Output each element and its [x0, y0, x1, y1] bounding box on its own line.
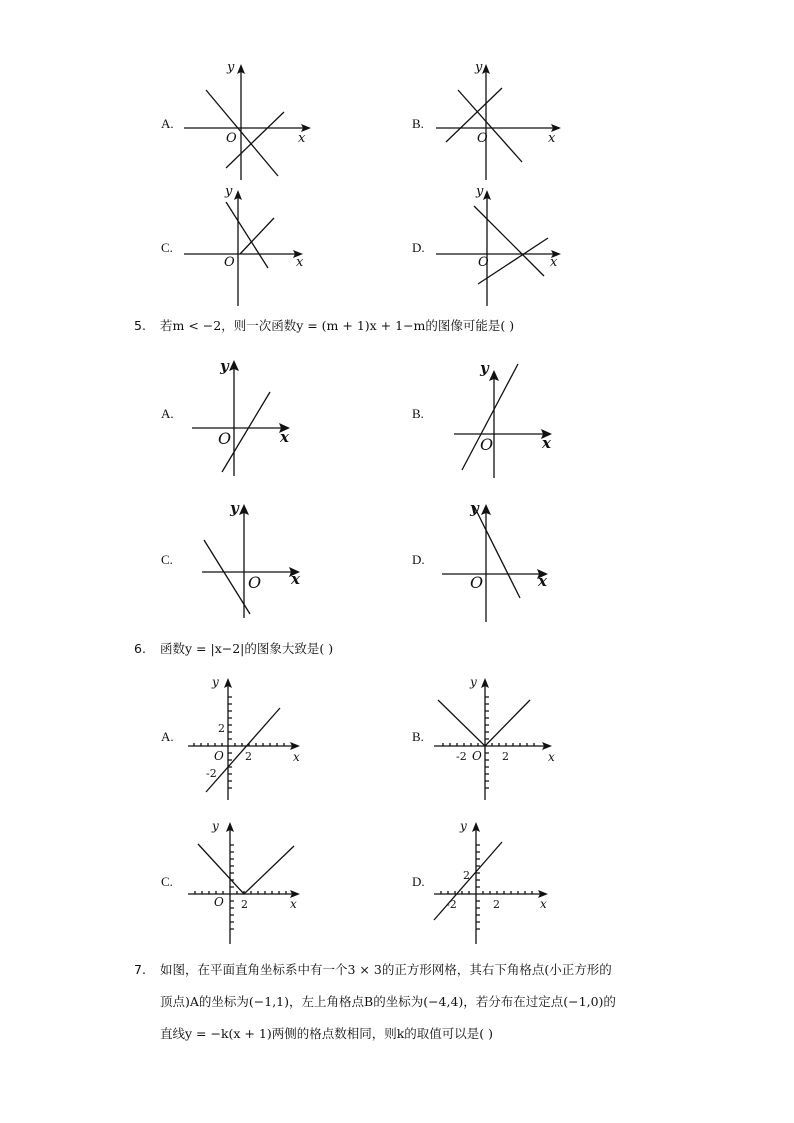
q5-graph-d: [438, 496, 558, 626]
question-6-text: 函数y = |x−2|的图象大致是( ): [160, 641, 334, 656]
origin-label: O: [472, 749, 482, 763]
origin-label: O: [470, 573, 484, 592]
q4-graph-a: [178, 58, 318, 184]
question-7-line-2: 顶点)A的坐标为(−1,1)，左上角格点B的坐标为(−4,4)，若分布在过定点(−1,0)的: [160, 994, 616, 1009]
y-axis-label: y: [470, 675, 477, 689]
line-decreasing: [204, 540, 250, 614]
y-axis-label: y: [230, 499, 239, 517]
origin-label: O: [218, 429, 232, 448]
x-tick-label-neg2: -2: [456, 750, 467, 763]
x-axis-label: x: [293, 750, 300, 764]
q4-option-b-label[interactable]: B.: [412, 116, 424, 131]
x-tick-label-2: 2: [493, 898, 500, 911]
y-axis-label: y: [212, 819, 219, 833]
x-axis-label: x: [550, 255, 558, 270]
x-tick-label-2: 2: [502, 750, 509, 763]
q5-option-a-label[interactable]: A.: [161, 406, 174, 421]
graph-v-shape: [438, 700, 530, 746]
question-5-number: 5.: [134, 318, 146, 333]
question-7-line-3: 直线y = −k(x + 1)两侧的格点数相同，则k的取值可以是( ): [160, 1026, 494, 1041]
line-increasing: [446, 88, 502, 142]
origin-label: O: [478, 255, 489, 270]
q6-graph-c: [184, 816, 310, 948]
y-axis-label: y: [476, 184, 484, 199]
question-7-number: 7.: [134, 962, 146, 977]
line-decreasing: [206, 90, 278, 176]
x-axis-label: x: [280, 428, 289, 446]
q5-option-d-label[interactable]: D.: [412, 552, 425, 567]
q6-option-c-label[interactable]: C.: [161, 874, 173, 889]
q5-graph-a: [186, 352, 306, 484]
x-axis-label: x: [538, 572, 547, 590]
x-axis-label: x: [296, 255, 304, 270]
q5-option-b-label[interactable]: B.: [412, 406, 424, 421]
q6-option-a-label[interactable]: A.: [161, 729, 174, 744]
line-decreasing: [458, 90, 522, 162]
origin-label: O: [226, 131, 237, 146]
y-axis-label: y: [227, 60, 235, 75]
q6-option-d-label[interactable]: D.: [412, 874, 425, 889]
x-axis-label: x: [540, 897, 547, 911]
x-axis-label: x: [542, 434, 551, 452]
x-tick-label-2: 2: [241, 898, 248, 911]
x-axis-label: x: [298, 131, 306, 146]
x-axis-label: x: [290, 897, 297, 911]
q4-option-c-label[interactable]: C.: [161, 240, 173, 255]
line-increasing: [240, 218, 274, 254]
x-tick-label-neg2: -2: [446, 898, 457, 911]
question-5-text: 若m < −2，则一次函数y = (m + 1)x + 1−m的图像可能是( ): [160, 318, 515, 333]
origin-label: O: [480, 435, 494, 454]
question-6-number: 6.: [134, 641, 146, 656]
q6-option-b-label[interactable]: B.: [412, 729, 424, 744]
graph-v-shape: [198, 844, 294, 894]
y-tick-label-neg2: -2: [206, 767, 217, 780]
q4-graph-c: [178, 184, 318, 310]
y-tick-label-2: 2: [218, 722, 225, 735]
origin-label: O: [477, 131, 488, 146]
q4-graph-d: [430, 184, 570, 310]
x-axis-label: x: [291, 570, 300, 588]
y-axis-label: y: [470, 499, 479, 517]
q4-graph-b: [430, 58, 570, 184]
origin-label: O: [224, 255, 235, 270]
y-axis-label: y: [220, 357, 229, 375]
q5-graph-c: [196, 496, 312, 622]
origin-label: O: [214, 749, 224, 763]
origin-label: O: [248, 573, 262, 592]
q4-option-d-label[interactable]: D.: [412, 240, 425, 255]
y-axis-label: y: [225, 184, 233, 199]
x-tick-label-2: 2: [245, 750, 252, 763]
question-7-line-1: 如图，在平面直角坐标系中有一个3 × 3的正方形网格，其右下角格点(小正方形的: [160, 962, 612, 977]
x-axis-label: x: [548, 131, 556, 146]
q6-graph-d: [430, 816, 562, 948]
q5-option-c-label[interactable]: C.: [161, 552, 173, 567]
y-axis-label: y: [212, 675, 219, 689]
y-tick-label-2: 2: [463, 869, 470, 882]
x-axis-label: x: [548, 750, 555, 764]
q6-graph-a: [184, 672, 310, 804]
y-axis-label: y: [475, 60, 483, 75]
y-axis-label: y: [480, 359, 489, 377]
q6-graph-b: [430, 672, 562, 804]
y-axis-label: y: [460, 819, 467, 833]
q5-graph-b: [448, 352, 568, 484]
q4-option-a-label[interactable]: A.: [161, 116, 174, 131]
origin-label: O: [214, 895, 224, 909]
